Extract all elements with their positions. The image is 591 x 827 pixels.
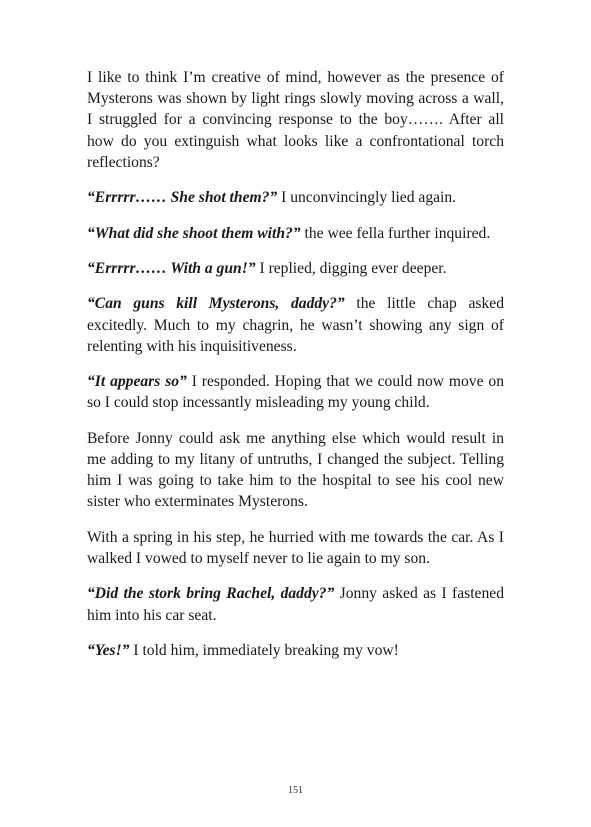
paragraph (87, 527, 504, 569)
narration: the little chap asked excitedly. Much to my chagrin, he wasn’t showing any sign of relenting with his inquisitiveness. (87, 295, 504, 355)
paragraph (87, 428, 504, 513)
narration: I like to think I’m creative of mind, however as the presence of Mysterons was shown by light rings slowly moving across a wall, I struggled for a convincing response to the boy……. After all how do you extinguish what looks like a confrontational torch reflections? (87, 69, 504, 171)
narration: the wee fella further inquired. (300, 224, 491, 242)
narration: I told him, immediately breaking my vow! (129, 641, 399, 659)
narration: I unconvincingly lied again. (277, 189, 457, 207)
dialogue: “Errrrr…… She shot them?” (87, 189, 278, 207)
paragraph (87, 223, 504, 244)
narration: With a spring in his step, he hurried with me towards the car. As I walked I vowed to myself never to lie again to my son. (87, 528, 504, 567)
dialogue: “What did she shoot them with?” (87, 224, 301, 242)
narration: Before Jonny could ask me anything else which would result in me adding to my litany of untruths, I changed the subject. Telling him I was going to take him to the hospital to see his cool new sister who exterminates Mysterons. (87, 429, 504, 511)
narration: Jonny asked as I fastened him into his car seat. (87, 585, 504, 624)
paragraph (87, 640, 504, 661)
dialogue: “Yes!” (87, 641, 130, 659)
paragraph (87, 371, 504, 413)
paragraph (87, 583, 504, 625)
page-number: 151 (288, 785, 303, 796)
paragraph (87, 67, 504, 173)
dialogue: “Did the stork bring Rachel, daddy?” (87, 585, 335, 603)
paragraph (87, 258, 504, 279)
dialogue: “It appears so” (87, 373, 187, 391)
narration: I replied, digging ever deeper. (255, 259, 447, 277)
paragraph (87, 293, 504, 357)
dialogue: “Errrrr…… With a gun!” (87, 259, 256, 277)
narration: I responded. Hoping that we could now move on so I could stop incessantly misleading my young child. (87, 373, 504, 412)
dialogue: “Can guns kill Mysterons, daddy?” (87, 295, 345, 313)
paragraph (87, 187, 504, 208)
page-body (87, 67, 504, 675)
